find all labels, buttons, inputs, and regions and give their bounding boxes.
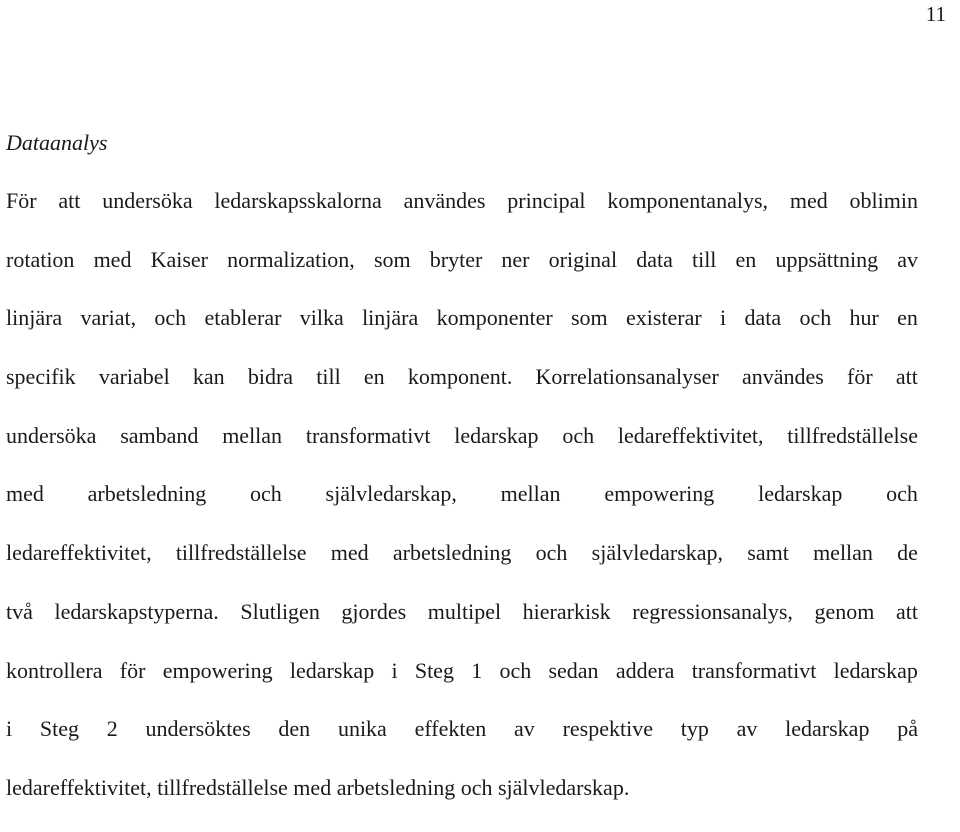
word: etablerar bbox=[204, 305, 282, 331]
word: Korrelationsanalyser bbox=[535, 364, 719, 390]
word: Slutligen bbox=[240, 598, 320, 624]
word: att bbox=[895, 598, 918, 624]
word: empowering bbox=[162, 657, 273, 683]
paragraph-line bbox=[6, 303, 918, 362]
word: samt bbox=[747, 540, 789, 566]
word: ledarskap bbox=[758, 481, 843, 507]
word: samband bbox=[120, 422, 199, 448]
word: till bbox=[316, 364, 341, 390]
word: arbetsledning bbox=[87, 481, 207, 507]
page-number: 11 bbox=[925, 2, 946, 26]
word: kan bbox=[192, 364, 225, 390]
word: för bbox=[119, 657, 146, 683]
paragraph-line bbox=[6, 421, 918, 480]
paragraph-line bbox=[6, 479, 918, 538]
word: För bbox=[6, 188, 37, 213]
word: regressionsanalys, bbox=[632, 598, 793, 624]
word: de bbox=[897, 540, 918, 566]
word: med bbox=[93, 246, 132, 272]
word: ledareffektivitet, bbox=[6, 540, 152, 566]
word: för bbox=[847, 364, 873, 390]
word: specifik bbox=[6, 364, 76, 390]
word: 2 bbox=[106, 716, 118, 742]
word: mellan bbox=[222, 422, 283, 448]
word: bidra bbox=[247, 364, 294, 390]
body-paragraph bbox=[6, 186, 918, 832]
word: multipel bbox=[427, 598, 502, 624]
word: med bbox=[789, 188, 828, 213]
word: rotation bbox=[6, 246, 75, 272]
word: transformativt bbox=[305, 422, 431, 448]
word: original bbox=[548, 246, 618, 272]
word: transformativt bbox=[691, 657, 817, 683]
paragraph-line bbox=[6, 538, 918, 597]
word: och bbox=[154, 305, 187, 331]
word: oblimin bbox=[849, 188, 918, 213]
word: en bbox=[363, 364, 385, 390]
paragraph-line bbox=[6, 186, 918, 245]
word: ledarskapsskalorna bbox=[214, 188, 382, 213]
word: av bbox=[514, 716, 535, 742]
word: och bbox=[535, 540, 568, 566]
paragraph-line bbox=[6, 656, 918, 715]
word: 1 bbox=[471, 657, 483, 683]
word: respektive bbox=[562, 716, 653, 742]
word: ledareffektivitet, bbox=[617, 422, 764, 448]
word: Steg bbox=[39, 716, 80, 742]
word: i bbox=[720, 305, 727, 331]
word: ner bbox=[501, 246, 530, 272]
word: att bbox=[895, 364, 918, 390]
word: ledarskap bbox=[833, 657, 918, 683]
word: tillfredställelse bbox=[175, 540, 307, 566]
word: och bbox=[249, 481, 282, 507]
word: med bbox=[330, 540, 369, 566]
word: undersöktes bbox=[145, 716, 251, 742]
paragraph-line bbox=[6, 714, 918, 773]
word: data bbox=[636, 246, 673, 272]
word: på bbox=[897, 716, 918, 742]
word: effekten bbox=[414, 716, 487, 742]
word: som bbox=[373, 246, 411, 272]
word: av bbox=[736, 716, 758, 742]
word: undersöka bbox=[6, 422, 97, 448]
word: av bbox=[897, 246, 918, 272]
word: två bbox=[6, 598, 33, 624]
word: Steg bbox=[414, 657, 454, 683]
word: normalization, bbox=[227, 246, 355, 272]
word: mellan bbox=[500, 481, 561, 507]
word: i bbox=[6, 716, 13, 742]
word: linjära bbox=[6, 305, 63, 331]
word: och bbox=[499, 657, 532, 683]
word: och bbox=[886, 481, 918, 507]
word: undersöka bbox=[102, 188, 193, 213]
word: typ bbox=[680, 716, 709, 742]
word: ledarskapstyperna. bbox=[54, 598, 219, 624]
word: data bbox=[744, 305, 782, 331]
word: Kaiser bbox=[150, 246, 208, 272]
word: och bbox=[799, 305, 832, 331]
section-heading: Dataanalys bbox=[6, 130, 108, 155]
word: linjära bbox=[362, 305, 419, 331]
word: empowering bbox=[604, 481, 715, 507]
word: sedan bbox=[548, 657, 599, 683]
paragraph-line-last: ledareffektivitet, tillfredställelse med arbetsledning och självledarskap. bbox=[6, 774, 630, 800]
word: en bbox=[735, 246, 757, 272]
word: självledarskap, bbox=[591, 540, 724, 566]
word: komponentanalys, bbox=[607, 188, 769, 213]
word: komponent. bbox=[407, 364, 513, 390]
word: med bbox=[6, 481, 44, 507]
word: bryter bbox=[429, 246, 483, 272]
word: till bbox=[691, 246, 717, 272]
paragraph-line bbox=[6, 245, 918, 304]
word: och bbox=[562, 422, 595, 448]
paragraph-line bbox=[6, 362, 918, 421]
word: en bbox=[897, 305, 918, 331]
word: ledarskap bbox=[289, 657, 375, 683]
word: unika bbox=[337, 716, 387, 742]
word: användes bbox=[403, 188, 486, 213]
word: självledarskap, bbox=[325, 481, 457, 507]
word: arbetsledning bbox=[392, 540, 512, 566]
word: att bbox=[58, 188, 81, 213]
word: tillfredställelse bbox=[787, 422, 918, 448]
word: variabel bbox=[98, 364, 170, 390]
word: existerar bbox=[625, 305, 702, 331]
word: i bbox=[391, 657, 398, 683]
word: ledarskap bbox=[785, 716, 870, 742]
word: gjordes bbox=[341, 598, 407, 624]
word: användes bbox=[741, 364, 824, 390]
word: ledarskap bbox=[454, 422, 539, 448]
word: principal bbox=[507, 188, 586, 213]
word: addera bbox=[615, 657, 675, 683]
word: hierarkisk bbox=[522, 598, 611, 624]
word: vilka bbox=[299, 305, 344, 331]
word: den bbox=[278, 716, 311, 742]
paragraph-line bbox=[6, 597, 918, 656]
word: variat, bbox=[80, 305, 137, 331]
word: uppsättning bbox=[775, 246, 879, 272]
word: komponenter bbox=[436, 305, 553, 331]
word: genom bbox=[814, 598, 875, 624]
word: kontrollera bbox=[6, 657, 103, 683]
word: hur bbox=[849, 305, 879, 331]
word: som bbox=[570, 305, 608, 331]
word: mellan bbox=[813, 540, 873, 566]
